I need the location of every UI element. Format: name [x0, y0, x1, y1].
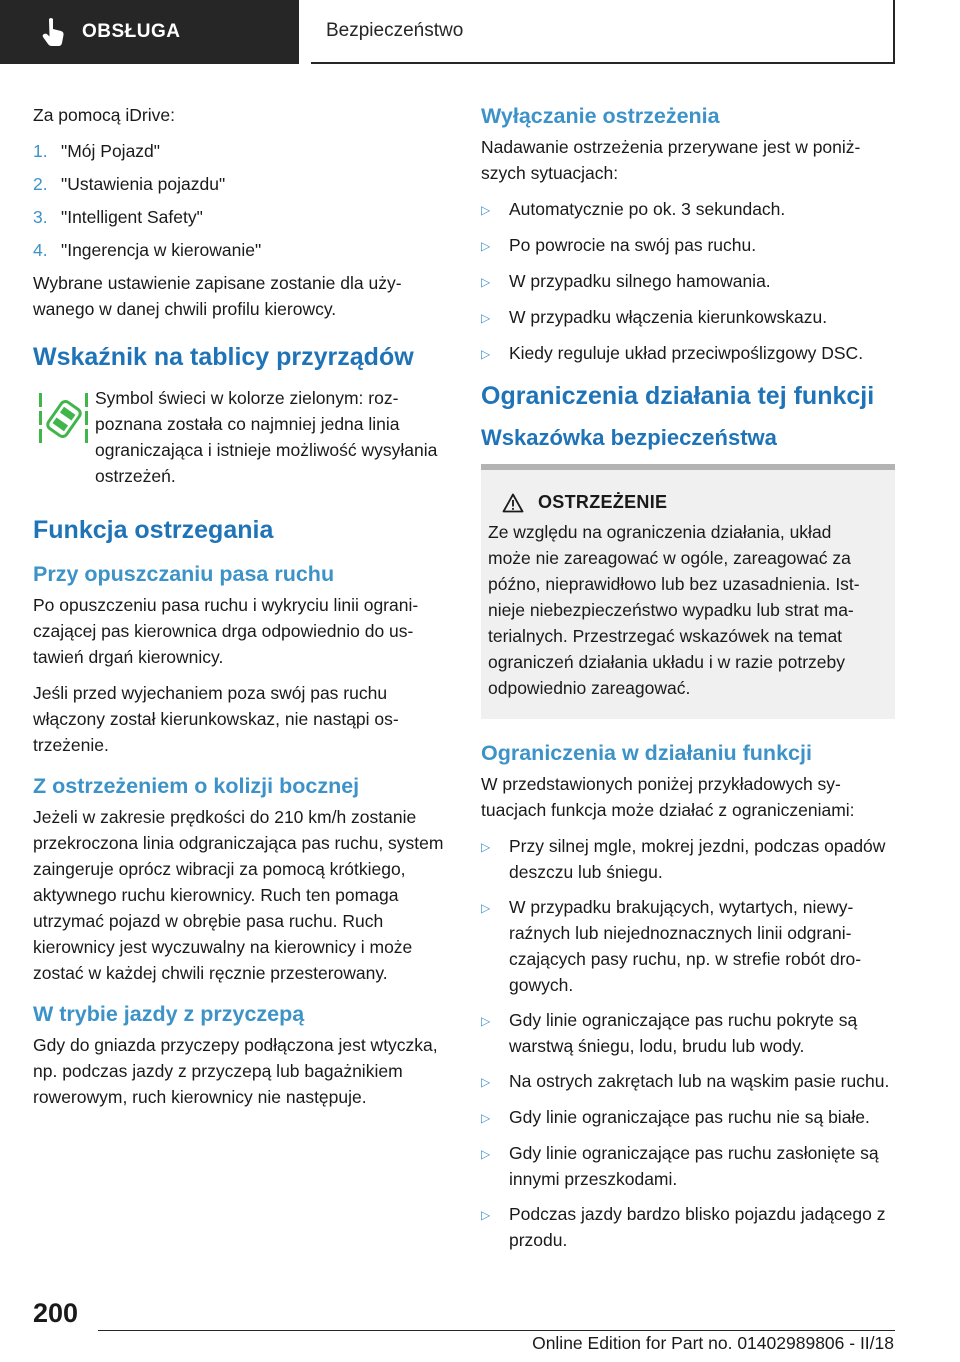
chapter-label: Bezpieczeństwo — [326, 20, 464, 41]
left-column — [33, 102, 449, 1120]
indicator-heading: Wskaźnik na tablicy przyrządów — [33, 343, 414, 371]
warning-off-heading: Wyłączanie ostrzeżenia — [481, 104, 720, 128]
list-item — [481, 894, 895, 998]
saved-note: Wybrane ustawienie zapisane zostanie dla używanego w danej chwili profilu kierowcy. — [33, 273, 402, 319]
section-tab — [0, 0, 299, 64]
warning-title: OSTRZEŻENIE — [538, 492, 668, 512]
triangle-bullet-icon: ▷ — [481, 840, 491, 854]
list-item — [481, 304, 895, 331]
indicator-text: Symbol świeci w kolorze zielonym: rozpoznana została co najmniej jedna linia ograniczająca i istnieje możliwość wysyłania ostrzeżeń. — [95, 388, 438, 486]
steps-list — [33, 138, 449, 263]
lane-paragraph-2: Jeśli przed wyjechaniem poza swój pas ruchu włączony został kierunkowskaz, nie nastąpi ostrzeżenie. — [33, 683, 399, 755]
list-item — [33, 138, 449, 164]
safety-note-heading: Wskazówka bezpieczeństwa — [481, 425, 777, 450]
list-item — [481, 1104, 895, 1131]
lane-departure-indicator-icon — [33, 389, 95, 457]
triangle-bullet-icon: ▷ — [481, 1075, 491, 1089]
list-item-text: Na ostrych zakrętach lub na wąskim pasie ruchu. — [509, 1071, 890, 1091]
step-text: "Ingerencja w kierowanie" — [61, 240, 262, 260]
warning-off-intro: Nadawanie ostrzeżenia przerywane jest w poniższych sytuacjach: — [481, 137, 861, 183]
list-item — [481, 1140, 895, 1192]
list-item — [481, 268, 895, 295]
function-limits-heading: Ograniczenia w działaniu funkcji — [481, 741, 812, 765]
list-item-text: W przypadku silnego hamowania. — [509, 271, 771, 291]
list-item — [481, 1068, 895, 1095]
list-item — [481, 1201, 895, 1253]
side-collision-heading: Z ostrzeżeniem o kolizji bocznej — [33, 774, 360, 798]
step-text: "Intelligent Safety" — [61, 207, 203, 227]
function-limits-list — [481, 833, 895, 1253]
list-item-text: Podczas jazdy bardzo blisko pojazdu jadącego z przodu. — [509, 1204, 886, 1250]
list-item — [481, 232, 895, 259]
trailer-paragraph: Gdy do gniazda przyczepy podłączona jest wtyczka, np. podczas jazdy z przyczepą lub bagażnikiem rowerowym, ruch kierownicy nie następuje. — [33, 1035, 438, 1107]
triangle-bullet-icon: ▷ — [481, 1014, 491, 1028]
triangle-bullet-icon: ▷ — [481, 311, 491, 325]
warning-box — [481, 464, 895, 719]
step-number: 2. — [33, 174, 48, 194]
function-limits-intro: W przedstawionych poniżej przykładowych sytuacjach funkcja może działać z ograniczeniami: — [481, 774, 855, 820]
list-item-text: Gdy linie ograniczające pas ruchu nie są białe. — [509, 1107, 870, 1127]
list-item-text: Kiedy reguluje układ przeciwpoślizgowy DSC. — [509, 343, 864, 363]
edition-note: Online Edition for Part no. 01402989806 - II/18 — [532, 1333, 894, 1353]
list-item — [481, 196, 895, 223]
list-item-text: Gdy linie ograniczające pas ruchu pokryte są warstwą śniegu, lodu, brudu lub wody. — [509, 1010, 858, 1056]
triangle-bullet-icon: ▷ — [481, 347, 491, 361]
intro-text: Za pomocą iDrive: — [33, 105, 175, 125]
triangle-bullet-icon: ▷ — [481, 1208, 491, 1222]
list-item — [481, 833, 895, 885]
step-number: 3. — [33, 207, 48, 227]
trailer-heading: W trybie jazdy z przyczepą — [33, 1002, 305, 1026]
list-item — [481, 1007, 895, 1059]
indicator-block — [33, 385, 449, 489]
warning-off-list — [481, 196, 895, 367]
warning-triangle-icon — [502, 493, 524, 513]
hand-icon — [40, 17, 66, 47]
list-item — [481, 340, 895, 367]
list-item — [33, 171, 449, 197]
list-item-text: Przy silnej mgle, mokrej jezdni, podczas opadów deszczu lub śniegu. — [509, 836, 886, 882]
triangle-bullet-icon: ▷ — [481, 239, 491, 253]
list-item — [33, 237, 449, 263]
list-item — [33, 204, 449, 230]
section-label: OBSŁUGA — [82, 21, 181, 42]
list-item-text: Automatycznie po ok. 3 sekundach. — [509, 199, 786, 219]
triangle-bullet-icon: ▷ — [481, 1147, 491, 1161]
warning-text: Ze względu na ograniczenia działania, układ może nie zareagować w ogóle, zareagować za późno, nieprawidłowo lub bez uzasadnienia. Istnieje niebezpieczeństwo wypadku lub strat materialnych. Przestrzegać wskazówek na temat ograniczeń działania układu i w razie potrzeby odpowiednio zareagować. — [488, 522, 860, 698]
triangle-bullet-icon: ▷ — [481, 275, 491, 289]
lane-paragraph-1: Po opuszczeniu pasa ruchu i wykryciu linii ograniczającej pas kierownica drga odpowiednio do ustawień drgań kierownicy. — [33, 595, 419, 667]
chapter-tab — [311, 0, 895, 64]
triangle-bullet-icon: ▷ — [481, 901, 491, 915]
step-number: 4. — [33, 240, 48, 260]
page-number: 200 — [33, 1298, 79, 1328]
list-item-text: W przypadku włączenia kierunkowskazu. — [509, 307, 828, 327]
warning-function-heading: Funkcja ostrzegania — [33, 516, 274, 544]
triangle-bullet-icon: ▷ — [481, 203, 491, 217]
step-number: 1. — [33, 141, 48, 161]
right-column — [481, 102, 895, 1262]
list-item-text: Po powrocie na swój pas ruchu. — [509, 235, 757, 255]
list-item-text: W przypadku brakujących, wytartych, niewyraźnych lub niejednoznacznych linii odgraniczających pasy ruchu, np. w strefie robót drogowych. — [509, 897, 862, 995]
limits-heading: Ograniczenia działania tej funkcji — [481, 382, 875, 410]
list-item-text: Gdy linie ograniczające pas ruchu zasłonięte są innymi przeszkodami. — [509, 1143, 879, 1189]
warning-title-row — [488, 492, 879, 513]
step-text: "Ustawienia pojazdu" — [61, 174, 226, 194]
triangle-bullet-icon: ▷ — [481, 1111, 491, 1125]
footer-divider — [98, 1330, 895, 1331]
step-text: "Mój Pojazd" — [61, 141, 160, 161]
lane-departure-heading: Przy opuszczaniu pasa ruchu — [33, 562, 335, 586]
side-collision-paragraph: Jeżeli w zakresie prędkości do 210 km/h zostanie przekroczona linia odgraniczająca pas ruchu, system zaingeruje oprócz wibracji za pomocą krótkiego, aktywnego ruchu kierownicy. Ruch ten pomaga utrzymać pojazd w obrębie pasa ruchu. Ruch kierownicy jest wyczuwalny na kierownicy i może zostać w każdej chwili ręcznie przesterowany. — [33, 807, 444, 983]
